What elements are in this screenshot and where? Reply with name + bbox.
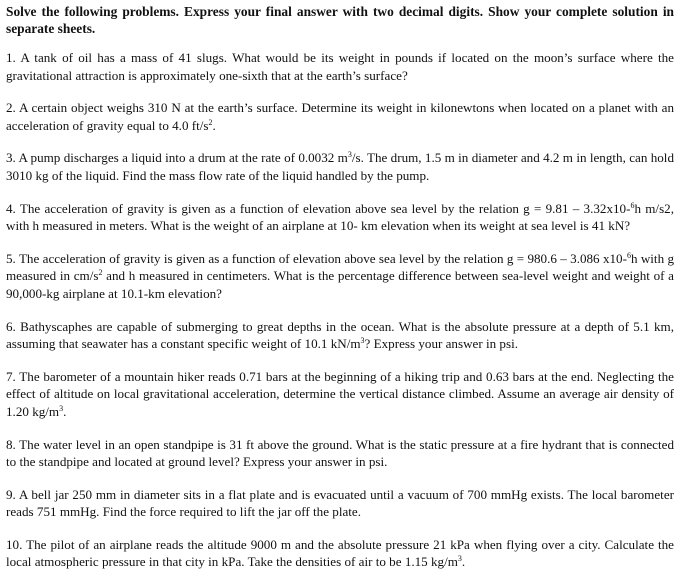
superscript: 3 [59, 403, 64, 413]
problem-number: 10. [6, 536, 23, 552]
problem-9 [6, 486, 674, 521]
problem-number: 2. [6, 100, 16, 116]
problem-text: A bell jar 250 mm in diameter sits in a flat plate and is evacuated until a vacuum of 700 mmHg exists. The local barometer reads 751 mmHg. Find the force required to lift the jar off the plate. [6, 486, 674, 520]
problem-text: and h measured in centimeters. What is the percentage difference between sea-level weight and weight of a 90,000-kg airplane at 10.1-km elevation? [6, 268, 674, 301]
problem-text: . [461, 554, 466, 570]
problem-text: A tank of oil has a mass of 41 slugs. What would be its weight in pounds if located on the moon’s surface where the gravitational attraction is approximately one-sixth that at the earth’s surface? [6, 50, 674, 83]
problem-text: A certain object weighs 310 N at the earth’s surface. Determine its weight in kilonewtons when located on a planet with an acceleration of gravity equal to 4.0 ft/s [6, 100, 674, 133]
problem-text: h with g measured in cm/s [6, 250, 675, 284]
superscript: 3 [347, 150, 352, 160]
superscript: 6 [630, 200, 635, 210]
problem-text: The water level in an open standpipe is 31 ft above the ground. What is the static pressure at a fire hydrant that is connected to the standpipe and located at ground level? Express your answer in psi. [6, 436, 674, 470]
problem-text: A pump discharges a liquid into a drum at the rate of 0.0032 m [18, 150, 348, 166]
problem-1 [6, 49, 674, 84]
problem-8 [6, 436, 674, 471]
problem-number: 9. [6, 486, 16, 502]
problem-text: The acceleration of gravity is given as a function of elevation above sea level by the relation g = 980.6 – 3.086 x10- [18, 250, 627, 266]
problem-3 [6, 149, 674, 184]
superscript: 6 [626, 250, 631, 260]
problem-number: 4. [6, 200, 16, 216]
problem-text: h m/s2, with h measured in meters. What is the weight of an airplane at 10- km elevation when its weight at sea level is 41 kN? [6, 200, 674, 234]
problem-text: . [212, 117, 216, 133]
problem-text: The pilot of an airplane reads the altitude 9000 m and the absolute pressure 21 kPa when flying over a city. Calculate the local atmospheric pressure in that city in kPa. Take the densities of air to be 1.15 kg/m [6, 536, 674, 570]
superscript: 2 [208, 117, 213, 127]
problem-number: 1. [6, 50, 16, 65]
problem-number: 8. [6, 436, 16, 452]
problem-number: 5. [6, 250, 16, 266]
superscript: 2 [98, 268, 103, 278]
problem-text: ? Express your answer in psi. [364, 336, 518, 352]
problem-7 [6, 368, 674, 421]
superscript: 3 [457, 554, 462, 564]
problem-4 [6, 200, 674, 235]
problem-2 [6, 99, 674, 134]
problem-text: The barometer of a mountain hiker reads 0.71 bars at the beginning of a hiking trip and 0.63 bars at the end. Neglecting the effect of altitude on local gravitational acceleration, determine the vertical distance climbed. Assume an average air density of 1.20 kg/m [6, 368, 674, 419]
problem-number: 3. [6, 150, 16, 166]
problem-text: The acceleration of gravity is given as a function of elevation above sea level by the relation g = 9.81 – 3.32x10- [19, 200, 631, 216]
problem-10 [6, 536, 674, 571]
instructions-heading: Solve the following problems. Express your final answer with two decimal digits. Show your complete solution in separate sheets. [6, 4, 674, 36]
problem-5 [6, 250, 674, 303]
problem-6 [6, 318, 674, 353]
problem-number: 7. [6, 368, 16, 384]
problem-number: 6. [6, 318, 16, 334]
problem-text: Bathyscaphes are capable of submerging to great depths in the ocean. What is the absolute pressure at a depth of 5.1 km, assuming that seawater has a constant specific weight of 10.1 kN/m [6, 318, 674, 352]
problem-text: /s. The drum, 1.5 m in diameter and 4.2 m in length, can hold 3010 kg of the liquid. Find the mass flow rate of the liquid handled by the pump. [6, 150, 674, 183]
superscript: 3 [360, 336, 365, 346]
problem-text: . [63, 403, 67, 419]
